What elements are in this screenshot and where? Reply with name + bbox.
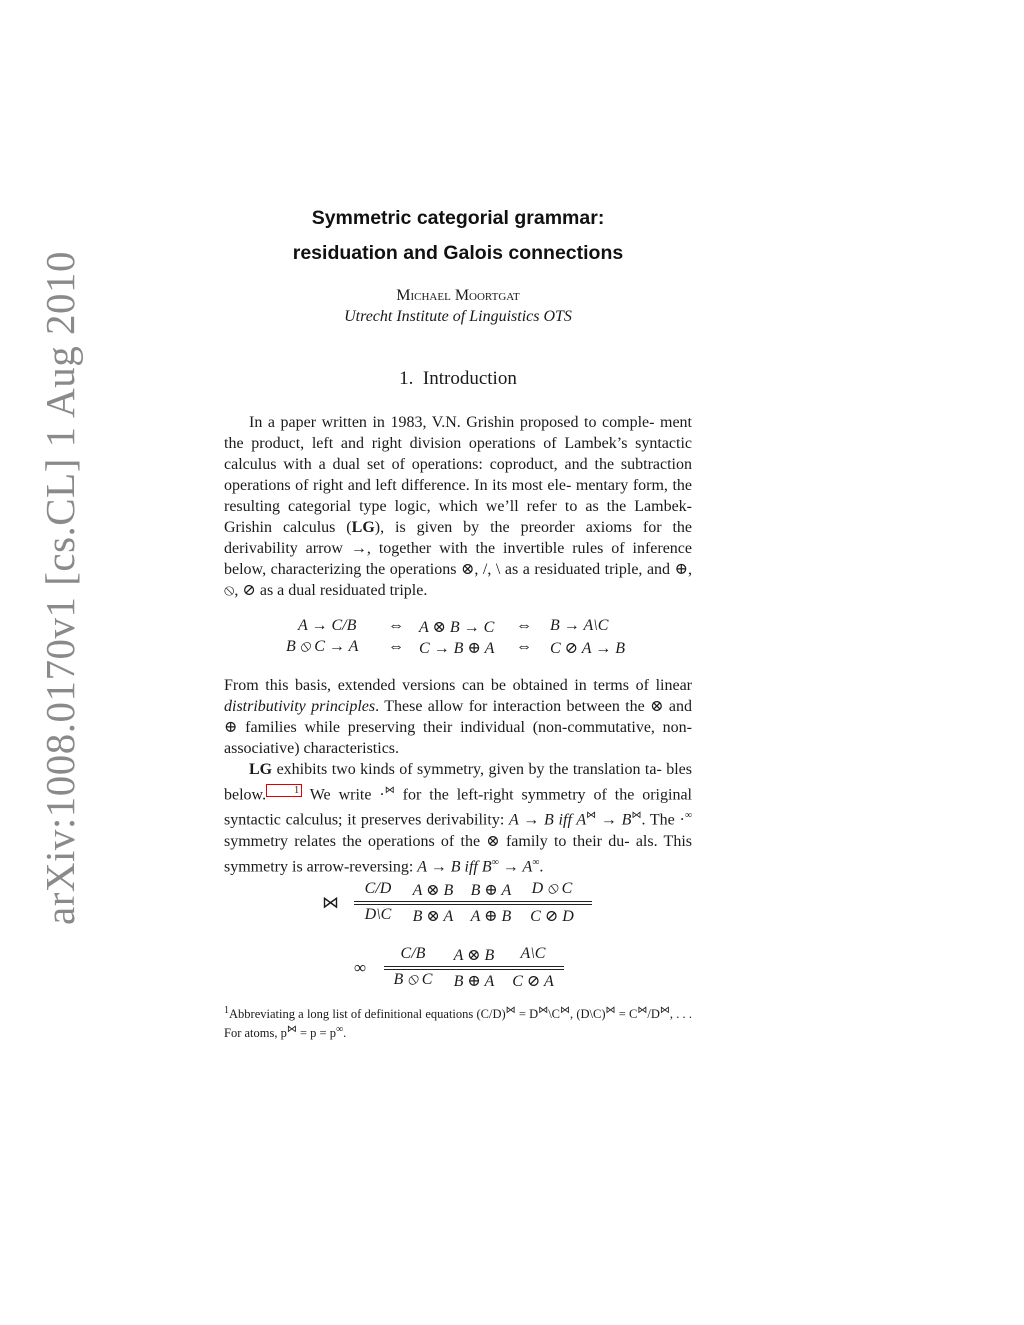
fn-sup-1: ⋈	[505, 1005, 516, 1016]
fn-sup-8: ∞	[335, 1024, 344, 1036]
fn-sup-2: ⋈	[538, 1005, 549, 1016]
equation-row-2	[224, 638, 692, 659]
paragraph-intro-text2: ), is given by the preorder axioms for the derivability arrow →, together with the invertible rules of inference below, characterizing the operations ⊗, /, \ as a residuated triple, and ⊕, ⦸, ⊘ as a dual residuated triple.	[224, 519, 693, 599]
bowtie-bottom-1: D\C	[364, 906, 392, 923]
infinity-rule-2	[384, 969, 564, 970]
footnote-text-9: .	[343, 1026, 347, 1041]
symmetry-text3: for the left-right symmetry of the original syntactic calculus; it preserves derivability:	[224, 786, 692, 829]
symmetry-text4: . The ·	[641, 811, 685, 829]
footnote-number: 1	[224, 1005, 229, 1016]
derivability-expr-1b: → B	[596, 811, 632, 829]
equation-2-right: C ⊘ A → B	[550, 640, 626, 657]
bowtie-rule-2	[354, 904, 592, 905]
infinity-symbol: ∞	[354, 958, 367, 977]
footnote-text-7: , . . . For atoms, p	[224, 1007, 693, 1041]
bowtie-sup-1: ⋈	[384, 785, 395, 796]
bowtie-bottom-3: A ⊕ B	[470, 908, 512, 925]
bowtie-top-2: A ⊗ B	[412, 882, 454, 899]
paragraph-distributivity	[224, 675, 692, 759]
infinity-bottom-2: B ⊕ A	[453, 973, 495, 990]
footnote	[224, 1003, 692, 1041]
paragraph-distributivity-text2: . These allow for interaction between the ⊗ and ⊕ families while preserving their individual (non-commutative, non-associative) characteristics.	[224, 698, 693, 757]
equation-2-left: B ⦸ C → A	[286, 638, 359, 655]
infinity-rule-1	[384, 966, 564, 967]
infinity-bottom-1: B ⦸ C	[393, 971, 433, 988]
bowtie-table	[354, 880, 592, 930]
infinity-top-2: A ⊗ B	[453, 947, 495, 964]
paragraph-intro	[224, 412, 692, 601]
equation-1-iff-a: ⇔	[388, 617, 404, 634]
equation-row-1	[224, 617, 692, 638]
equation-1-middle: A ⊗ B → C	[419, 619, 495, 636]
bowtie-top-1: C/D	[364, 880, 392, 897]
author-name: Michael Moortgat	[396, 287, 520, 304]
infinity-sup-1: ∞	[684, 810, 693, 822]
infinity-top-3: A\C	[520, 945, 546, 962]
bowtie-top-4: D ⦸ C	[531, 880, 573, 897]
infinity-table	[384, 945, 564, 995]
infinity-bottom-3: C ⊘ A	[512, 973, 554, 990]
equation-1-right: B → A\C	[550, 617, 609, 634]
distributivity-italic: distributivity principles	[224, 698, 376, 715]
author-affiliation: Utrecht Institute of Linguistics OTS	[344, 308, 572, 325]
paper-title-line1: Symmetric categorial grammar:	[311, 207, 605, 229]
infinity-sup-2: ∞	[491, 856, 499, 868]
symmetry-text1: exhibits two kinds of symmetry, given by the translation ta- bles below.	[224, 761, 692, 804]
footnote-link[interactable]: 1	[266, 784, 302, 797]
symmetry-text5: symmetry relates the operations of the ⊗ family to their du- als. This symmetry is arrow-reversing:	[224, 832, 692, 875]
equation-2-iff-a: ⇔	[388, 638, 404, 655]
footnote-text-1: Abbreviating a long list of definitional equations (C/D)	[229, 1007, 506, 1022]
derivability-expr-2b: → A	[498, 857, 533, 875]
footnote-text-6: /D	[647, 1007, 660, 1022]
bowtie-bottom-4: C ⊘ D	[530, 908, 574, 925]
derivability-expr-1: A → B iff A	[509, 811, 587, 829]
lg-bold: LG	[351, 519, 375, 536]
section-title: Introduction	[422, 368, 517, 389]
fn-sup-4: ⋈	[605, 1005, 616, 1016]
equation-2-iff-b: ⇔	[516, 638, 532, 655]
equation-2-middle: C → B ⊕ A	[419, 640, 495, 657]
lg-bold-2: LG	[249, 761, 273, 778]
infinity-sup-3: ∞	[532, 856, 540, 868]
fn-sup-6: ⋈	[659, 1005, 670, 1016]
bowtie-bottom-2: B ⊗ A	[412, 908, 454, 925]
equation-1-iff-b: ⇔	[516, 617, 532, 634]
footnote-text-4: , (D\C)	[570, 1007, 606, 1022]
symmetry-text6: .	[539, 857, 544, 875]
section-heading	[224, 368, 692, 390]
bowtie-sup-3: ⋈	[631, 810, 642, 822]
paragraph-distributivity-text1: From this basis, extended versions can be obtained in terms of linear	[224, 677, 692, 694]
paragraph-symmetry	[224, 759, 692, 877]
footnote-text-3: \C	[548, 1007, 560, 1022]
bowtie-sup-2: ⋈	[586, 810, 597, 822]
paper-title-line2: residuation and Galois connections	[292, 242, 624, 264]
symmetry-text2: We write ·	[302, 786, 385, 804]
bowtie-rule-1	[354, 901, 592, 902]
derivability-expr-2: A → B iff B	[417, 857, 492, 875]
bowtie-symbol: ⋈	[322, 893, 339, 912]
footnote-text-5: = C	[615, 1007, 638, 1022]
fn-sup-7: ⋈	[286, 1024, 297, 1036]
equation-1-left: A → C/B	[298, 617, 357, 634]
fn-sup-5: ⋈	[637, 1005, 648, 1016]
fn-sup-3: ⋈	[560, 1005, 570, 1016]
section-number: 1.	[399, 368, 414, 389]
bowtie-top-3: B ⊕ A	[470, 882, 512, 899]
infinity-top-1: C/B	[400, 945, 426, 962]
paragraph-intro-text1: In a paper written in 1983, V.N. Grishin proposed to comple- ment the product, left and right division operations of Lambek’s syntactic calculus with a dual set of operations: coproduct, and the subtraction operations of right and left difference. In its most ele- mentary form, the resulting categorial type logic, which we’ll refer to as the Lambek-Grishin calculus (	[224, 414, 692, 536]
footnote-text-2: = D	[515, 1007, 539, 1022]
arxiv-stamp: arXiv:1008.0170v1 [cs.CL] 1 Aug 2010	[37, 251, 83, 925]
footnote-text-8: = p = p	[296, 1026, 336, 1041]
